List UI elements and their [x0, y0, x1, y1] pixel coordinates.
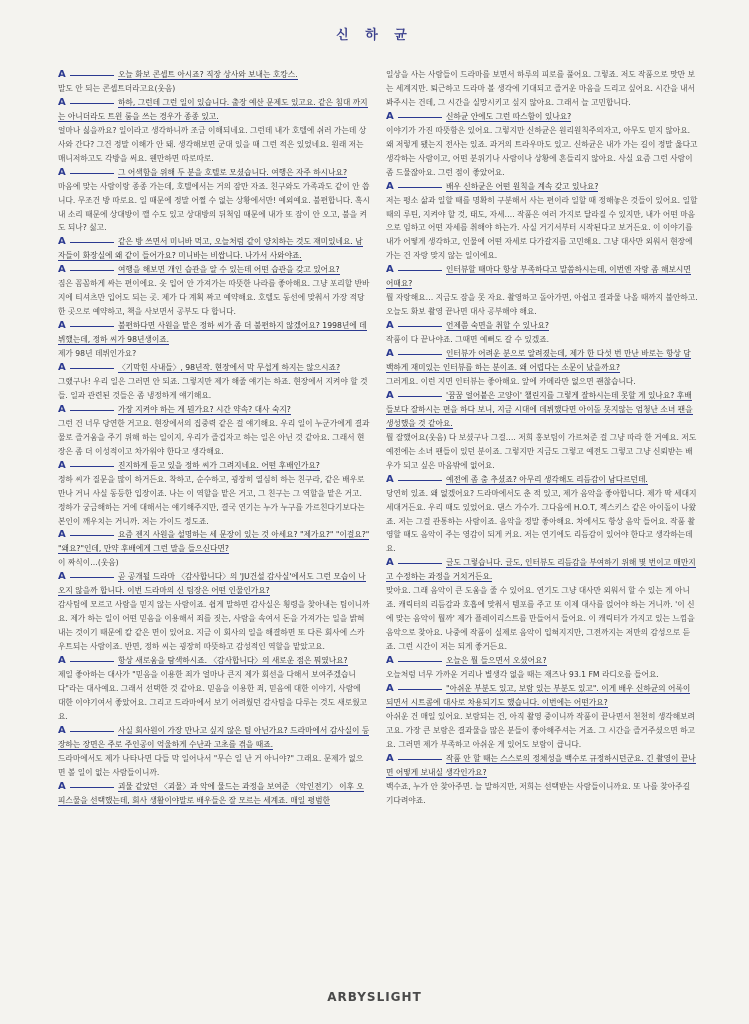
answer-text: 아쉬운 건 매일 있어요. 보람되는 건, 아직 촬영 중이니까 작품이 끝나면서 천천히 생각해보려고요. 가장 큰 보람은 결과물을 많은 분들이 좋아해주셔는 거죠. 그 시간을 즐거주셨으면 하고요. 그러면 제가 부족하고 아쉬운 게 있어도 보람이 큽니다.	[386, 711, 695, 749]
question	[386, 180, 698, 194]
question-mark-a: A	[386, 320, 394, 332]
question-text: 불편하다면 사원을 맡은 정하 씨가 좀 더 불편하지 않겠어요? 1998년에 데뷔했는데, 정하 씨가 98년생이죠.	[58, 321, 367, 345]
question-underline	[70, 103, 114, 104]
question	[58, 528, 370, 556]
question	[386, 347, 698, 375]
qa-block	[58, 96, 370, 166]
question-underline	[398, 689, 442, 690]
question-underline	[70, 326, 114, 327]
question-mark-a: A	[58, 264, 66, 276]
question-text: 오늘은 뭘 들으면서 오셨어요?	[446, 656, 547, 666]
question-text: 괴물 같았던 〈괴물〉과 악에 물드는 과정을 보여준 〈악인전기〉 이후 오피스물을 선택했는데, 회사 생활이야말로 배우들은 잘 모르는 세계죠. 매일 평범한	[58, 781, 364, 805]
question	[386, 654, 698, 668]
question-mark-a: A	[386, 655, 394, 667]
question-mark-a: A	[58, 236, 66, 248]
question	[58, 361, 370, 375]
question-mark-a: A	[58, 96, 66, 108]
brand-logo: ARBYSLIGHT	[327, 990, 422, 1004]
right-column	[386, 68, 698, 968]
question-text: 언제쯤 숙면을 취할 수 있나요?	[446, 321, 549, 331]
answer-text: 짐은 꼼꼼하게 싸는 편이에요. 옷 입어 안 가져가는 따뜻한 나라를 좋아해요. 그냥 포리할 반바지에 티셔츠만 입어도 되는 곳. 제가 다 계획 짜고 예약해요. 호텔도 동선에 맞춰서 가장 적당한 곳으로 예약하고, 책을 사보면서 공부도 다 합니다.	[58, 279, 370, 317]
question-text: '꿈꿈 얼어붙은 고양이' 챌린지를 그렇게 잘하시는데 못할 게 있나요? 후배들보다 잘하시는 편을 하다 보니, 지금 시대에 데뷔했다면 아이돌 못지않는 엄청난 소녀 팬을 생성했을 것 같아요.	[386, 390, 693, 428]
qa-block	[58, 166, 370, 236]
question-underline	[70, 731, 114, 732]
question	[386, 752, 698, 780]
article-columns	[58, 68, 698, 968]
question-underline	[398, 354, 442, 355]
question-underline	[70, 466, 114, 467]
question-text: "아쉬운 부분도 있고, 보람 있는 부분도 있고". 이게 배우 신하균의 어록이 되면서 시트콤에 대사로 차용되기도 했습니다. 이번에는 어떤가요?	[386, 683, 691, 707]
qa-block	[58, 459, 370, 529]
question-underline	[398, 117, 442, 118]
answer-text: 감사팀에 모르고 사람을 믿지 않는 사람이죠. 쉽게 말하면 감사실은 횡령을 찾아내는 팀이니까요. 제가 하는 일이 어떤 믿음을 이용해서 죄를 짓는, 사람을 속여서 돈을 가져가는 일을 밝혀내는 것이기 때문에 칼 같은 면이 있어요. 지금 이 회사의 일을 해결하면 또 다른 회사에 스카우트되는 사람이죠. 반면, 정하 씨는 굉장히 따뜻하고 감성적인 역할을 맡았고요.	[58, 600, 370, 652]
qa-block	[58, 403, 370, 459]
question-mark-a: A	[58, 724, 66, 736]
question	[58, 403, 370, 417]
question-text: 작품 안 할 때는 스스로의 정체성을 백수로 규정하시던군요. 긴 촬영이 끝나면 어떻게 보내실 생각인가요?	[386, 753, 696, 777]
question-text: 오늘 화보 콘셉트 아시죠? 직장 상사와 보내는 호캉스.	[118, 70, 298, 79]
question-mark-a: A	[58, 403, 66, 415]
question-text: 〈기막힌 사내들〉, 98년작. 현장에서 막 무섭게 하지는 않으시죠?	[118, 363, 341, 373]
answer-text: 말도 안 되는 콘셉트더라고요(웃음)	[58, 83, 176, 93]
question-text: 같은 방 쓰면서 미니바 먹고, 오늘처럼 같이 양치하는 것도 재미있네요. 남자들이 화장실에 왜 같이 들어가요? 미니바는 비쌉니다. 나가서 사와야죠.	[58, 237, 363, 261]
qa-block	[386, 752, 698, 808]
question-mark-a: A	[58, 529, 66, 541]
question-text: 진지하게 듣고 있을 정하 씨가 그려지네요. 어떤 후배인가요?	[118, 460, 320, 470]
left-column	[58, 68, 370, 968]
question	[386, 682, 698, 710]
question-mark-a: A	[58, 780, 66, 792]
question	[386, 556, 698, 584]
qa-block	[58, 235, 370, 263]
question-underline	[70, 577, 114, 578]
question	[58, 235, 370, 263]
question-underline	[398, 396, 442, 397]
answer-text: 이야기가 가진 따뜻함은 있어요. 그렇지만 신하균은 원리원칙주의자고, 아무도 믿지 않아요. 왜 저렇게 됐는지 전사는 있죠. 과거의 트라우마도 있고. 신하균은 내가 가는 길이 정말 옳다고 생각하는 사람이고, 어떤 분위기나 사람이나 상황에 흔들리지 않아요. 사실 요즘 그런 사람이 좀 드물잖아요. 그런 점이 좋았어요.	[386, 125, 698, 177]
question	[386, 263, 698, 291]
question-text: 여행을 해보면 개인 습관을 알 수 있는데 어떤 습관을 갖고 있어요?	[118, 265, 340, 275]
qa-block	[386, 263, 698, 319]
qa-block	[386, 347, 698, 389]
question-text: 예전에 좀 춤 추셨죠? 아무리 생각해도 리듬감이 남다르던데.	[446, 474, 648, 484]
qa-block	[58, 68, 370, 96]
question-mark-a: A	[386, 389, 394, 401]
qa-block	[58, 319, 370, 361]
qa-block	[58, 263, 370, 319]
question-text: 신하균 안에도 그런 따스함이 있나요?	[446, 111, 572, 121]
answer-text: 제가 98년 데뷔인가요?	[58, 349, 137, 359]
question-mark-a: A	[386, 348, 394, 360]
question-mark-a: A	[58, 166, 66, 178]
answer-text: 정하 씨가 질문을 많이 하거든요. 착하고, 순수하고, 굉장히 열심히 하는 친구라, 같은 배우로 만나 거니 사실 동등한 입장이죠. 나는 이 역할을 맡은 거고, 그 친구는 그 역할을 맡은 거고. 정하가 궁금해하는 거에 대해서는 얘기해주지만, 결국 연기는 누가 누구를 가르친다기보다는 본인이 깨우치는 거니까. 저는 가이드 정도죠.	[58, 474, 365, 526]
qa-block	[386, 180, 698, 264]
qa-block	[58, 724, 370, 780]
answer-text: 일상을 사는 사람들이 드라마를 보면서 하루의 피로를 풀어요. 그렇죠. 저도 작품으로 맛만 보는 세계지만. 퇴근하고 드라마 볼 생각에 기대되고 즐거운 마음을 드리고 싶어요. 시간을 내서 봐주시는 건데, 그 시간을 실망시키고 싶지 않아요. 그래서 늘 고민합니다.	[386, 70, 695, 107]
question	[58, 263, 370, 277]
question-mark-a: A	[58, 655, 66, 667]
question-mark-a: A	[386, 682, 394, 694]
question-mark-a: A	[386, 264, 394, 276]
question	[386, 319, 698, 333]
question-underline	[398, 326, 442, 327]
qa-block	[58, 528, 370, 570]
question-underline	[70, 75, 114, 76]
question-underline	[398, 661, 442, 662]
question-underline	[398, 187, 442, 188]
question	[58, 319, 370, 347]
qa-block	[58, 570, 370, 654]
qa-block	[386, 556, 698, 654]
answer-text: 이 짜식이…(웃음)	[58, 558, 119, 568]
question-underline	[70, 787, 114, 788]
question	[58, 166, 370, 180]
answer-text: 뭘 자랑해요… 지금도 잠을 못 자요. 촬영하고 돌아가면, 아쉽고 결과물 나올 때까지 불안하고. 오늘도 화보 촬영 끝나면 대사 공부해야 해요.	[386, 293, 698, 317]
question-text: 항상 새로움을 탐색하시죠. 〈감사합니다〉의 새로운 점은 뭐였나요?	[118, 656, 348, 666]
answer-text: 맞아요. 그래 음악이 큰 도움을 줄 수 있어요. 연기도 그냥 대사만 외워서 할 수 있는 게 아니죠. 캐릭터의 리듬감과 호흡에 맞춰서 템포를 주고 또 이제 대사를 얹어야 하는 거니까. '이 신에 맞는 음악이 뭘까' 제가 플레이리스트를 만들어서 들어요. 이 캐릭터가 가지고 있는 느낌을 음악으로 찾아요. 나중에 작품이 실제로 음악이 입혀지지만, 그전까지는 저만의 감성으로 듣죠. 그런 시간이 저는 되게 좋거든요.	[386, 586, 695, 652]
question-underline	[398, 480, 442, 481]
qa-block	[58, 361, 370, 403]
qa-block	[386, 319, 698, 347]
question-text: 배우 신하균은 어떤 원칙을 계속 갖고 있나요?	[446, 181, 599, 191]
question-text: 인터뷰가 어려운 분으로 알려졌는데, 제가 한 다섯 번 만난 바로는 항상 담백하게 재미있는 인터뷰를 하는 분이죠. 왜 어렵다는 소문이 났을까요?	[386, 349, 691, 373]
answer-text: 얼마나 싫을까요? 일이라고 생각하니까 조금 이해되네요. 그런데 내가 호텔에 쉬러 가는데 상사와 간다? 그건 정말 이해가 안 돼. 생각해보면 군대 있을 때 그런 적은 있었네요. 원래 저는 매니저하고도 각방을 써요. 웬만하면 따로따로.	[58, 125, 367, 163]
answer-text: 오늘처럼 너무 가까운 거리나 별생각 없을 때는 재즈나 93.1 FM 라디오를 들어요.	[386, 669, 659, 679]
answer-text: 그랬구나! 우리 일은 그러면 안 되죠. 그렇지만 제가 해줄 얘기는 하죠. 현장에서 지켜야 할 것들. 일과 관련된 것들은 좀 냉정하게 얘기해요.	[58, 376, 368, 400]
question	[58, 780, 370, 808]
answer-text: 백수죠, 누가 안 찾아주면. 늘 말하지만, 저희는 선택받는 사람들이니까요. 또 나를 찾아주길 기다려야죠.	[386, 781, 690, 805]
question-mark-a: A	[58, 571, 66, 583]
qa-block	[386, 473, 698, 557]
question-text: 사실 회사원이 가장 만나고 싶지 않은 팀 아닌가요? 드라마에서 감사실이 등장하는 장면은 주로 주인공이 억울하게 수난과 고초를 겪을 때죠.	[58, 725, 370, 749]
question-text: 글도 그렇습니다. 글도, 인터뷰도 리듬감을 부여하기 위해 몇 번이고 매만지고 수정하는 과정을 거치거든요.	[386, 558, 696, 582]
question-mark-a: A	[58, 459, 66, 471]
question-text: 곧 공개될 드라마 〈감사합니다〉의 'JU건설 감사실'에서도 그런 모습이 나오지 않을까 합니다. 이번 드라마의 신 팀장은 어떤 인물인가요?	[58, 572, 366, 596]
question-underline	[398, 759, 442, 760]
qa-block	[58, 654, 370, 724]
question-underline	[70, 661, 114, 662]
answer-text: 드라마에서도 제가 나타나면 다들 막 일어나서 "무슨 일 난 거 아니야?" 그래요. 문제가 없으면 볼 일이 없는 사람들이니까.	[58, 753, 364, 777]
question-text: 요즘 젠지 사원을 설명하는 세 문장이 있는 것 아세요? "제가요?" "이걸요?" "왜요?"인데, 만약 후배에게 그런 말을 들으신다면?	[58, 530, 370, 554]
question-mark-a: A	[58, 320, 66, 332]
qa-block	[58, 780, 370, 808]
question	[58, 570, 370, 598]
qa-block	[386, 682, 698, 752]
question-mark-a: A	[58, 362, 66, 374]
question-underline	[398, 563, 442, 564]
answer-text: 그런 건 너무 당연한 거고요. 현장에서의 집중력 같은 걸 얘기해요. 우리 일이 누군가에게 결과물로 즐거움을 주기 위해 하는 일이지, 우리가 즐겁자고 하는 일은 아닌 것 같아요. 그래서 현장은 좀 더 이성적이고 차가워야 한다고 생각해요.	[58, 418, 370, 456]
answer-text: 그러게요. 이런 지면 인터뷰는 좋아해요. 앞에 카메라만 없으면 괜찮습니다.	[386, 376, 636, 386]
question-underline	[70, 242, 114, 243]
question-mark-a: A	[386, 752, 394, 764]
question-underline	[70, 173, 114, 174]
question-text: 인터뷰할 때마다 항상 부족하다고 말씀하시는데, 이번엔 자랑 좀 해보시면 어때요?	[386, 265, 691, 289]
question-mark-a: A	[58, 69, 66, 80]
question-mark-a: A	[386, 180, 394, 192]
answer-text: 뭘 잘했어요(웃음) 다 보셨구나 그걸…. 저희 홍보팀이 가르쳐준 걸 그냥 따라 한 거예요. 저도 예전에는 소녀 팬들이 있던 분이죠. 그렇지만 지금도 그렇고 예전도 그렇고 그냥 신뢰받는 배우가 되고 싶은 마음밖에 없어요.	[386, 432, 697, 470]
qa-block	[386, 68, 698, 110]
question-underline	[70, 368, 114, 369]
answer-text: 작품이 다 끝나야죠. 그때면 예뻐도 갈 수 있겠죠.	[386, 335, 550, 345]
qa-block	[386, 110, 698, 180]
answer-text: 당연히 있죠. 왜 없겠어요? 드라마에서도 춘 적 있고, 제가 음악을 좋아합니다. 제가 딱 세대지 세대거든요. 우리 때도 있었어요. 댄스 가수가. 그다음에 H.O.T, 젝스키스 같은 아이돌이 나왔죠. 저는 그걸 관통하는 사람이죠. 음악을 정말 좋아해요. 차에서도 항상 음악 들어요. 작품 촬영할 때도 음악이 주는 영감이 되게 커요. 저는 연기에도 리듬감이 있어야 한다고 생각하는데요.	[386, 488, 697, 554]
question	[58, 724, 370, 752]
answer-text: 마음에 맞는 사람이랑 종종 가는데, 호텔에서는 거의 잠만 자죠. 친구와도 가족과도 같이 안 씁니다. 무조건 방 따로요. 일 때문에 정말 어쩔 수 없는 상황에서만! 예외예요. 불편합니다. 혹시 내 소리 때문에 상대방이 깰 수도 있고 상대방의 뒤척임 때문에 내가 또 잠이 안 오고, 불을 켜도 되나? 싫고.	[58, 181, 370, 233]
question	[386, 110, 698, 124]
answer-text: 저는 평소 삶과 일할 때를 명확히 구분해서 사는 편이라 일할 때 정해놓은 것들이 있어요. 일할 때의 루틴, 지켜야 할 것, 태도, 자세…. 작품은 여러 가지로 달라질 수 있지만, 내가 어떤 마음으로 임하고 어떤 자세를 취해야 하는가. 사실 거기서부터 시작된다고 보거든요. 이 이야기를 내가 어떻게 생각하고, 인물에 어떤 자세로 다가갈지를 고민해요. 그냥 대사만 외워서 현장에 가는 건 자랑 맞지 않는 일이에요.	[386, 195, 698, 261]
question	[58, 96, 370, 124]
question-mark-a: A	[386, 473, 394, 485]
qa-block	[386, 654, 698, 682]
question	[58, 654, 370, 668]
question-underline	[70, 535, 114, 536]
question-text: 가장 지켜야 하는 게 뭔가요? 시간 약속? 대사 숙지?	[118, 404, 291, 414]
question-underline	[70, 410, 114, 411]
question-text: 그 어색함을 위해 두 분을 호텔로 모셨습니다. 여행은 자주 하시나요?	[118, 167, 348, 177]
question-mark-a: A	[386, 110, 394, 122]
qa-block	[386, 389, 698, 473]
question-underline	[398, 270, 442, 271]
question-mark-a: A	[386, 557, 394, 569]
question-text: 하하, 그런데 그런 일이 있습니다. 출장 예산 문제도 있고요. 같은 침대 까지는 아니더라도 트윈 룸을 쓰는 경우가 종종 있고.	[58, 97, 368, 121]
question	[386, 473, 698, 487]
question	[58, 459, 370, 473]
page-header: 신 하 균	[336, 28, 413, 43]
question	[386, 389, 698, 431]
question-underline	[70, 270, 114, 271]
question	[58, 68, 370, 82]
answer-text: 제일 좋아하는 대사가 "믿음을 이용한 죄가 얼마나 큰지 제가 회선을 다해서 보여주겠습니다"라는 대사예요. 그래서 선택한 것 같아요. 믿음을 이용한 죄, 믿음에 대한 이야기, 사람에 대한 이야기여서 좋았어요. 그리고 드라마에서 보기 어려웠던 감사팀을 다루는 것도 새로웠고요.	[58, 669, 368, 721]
